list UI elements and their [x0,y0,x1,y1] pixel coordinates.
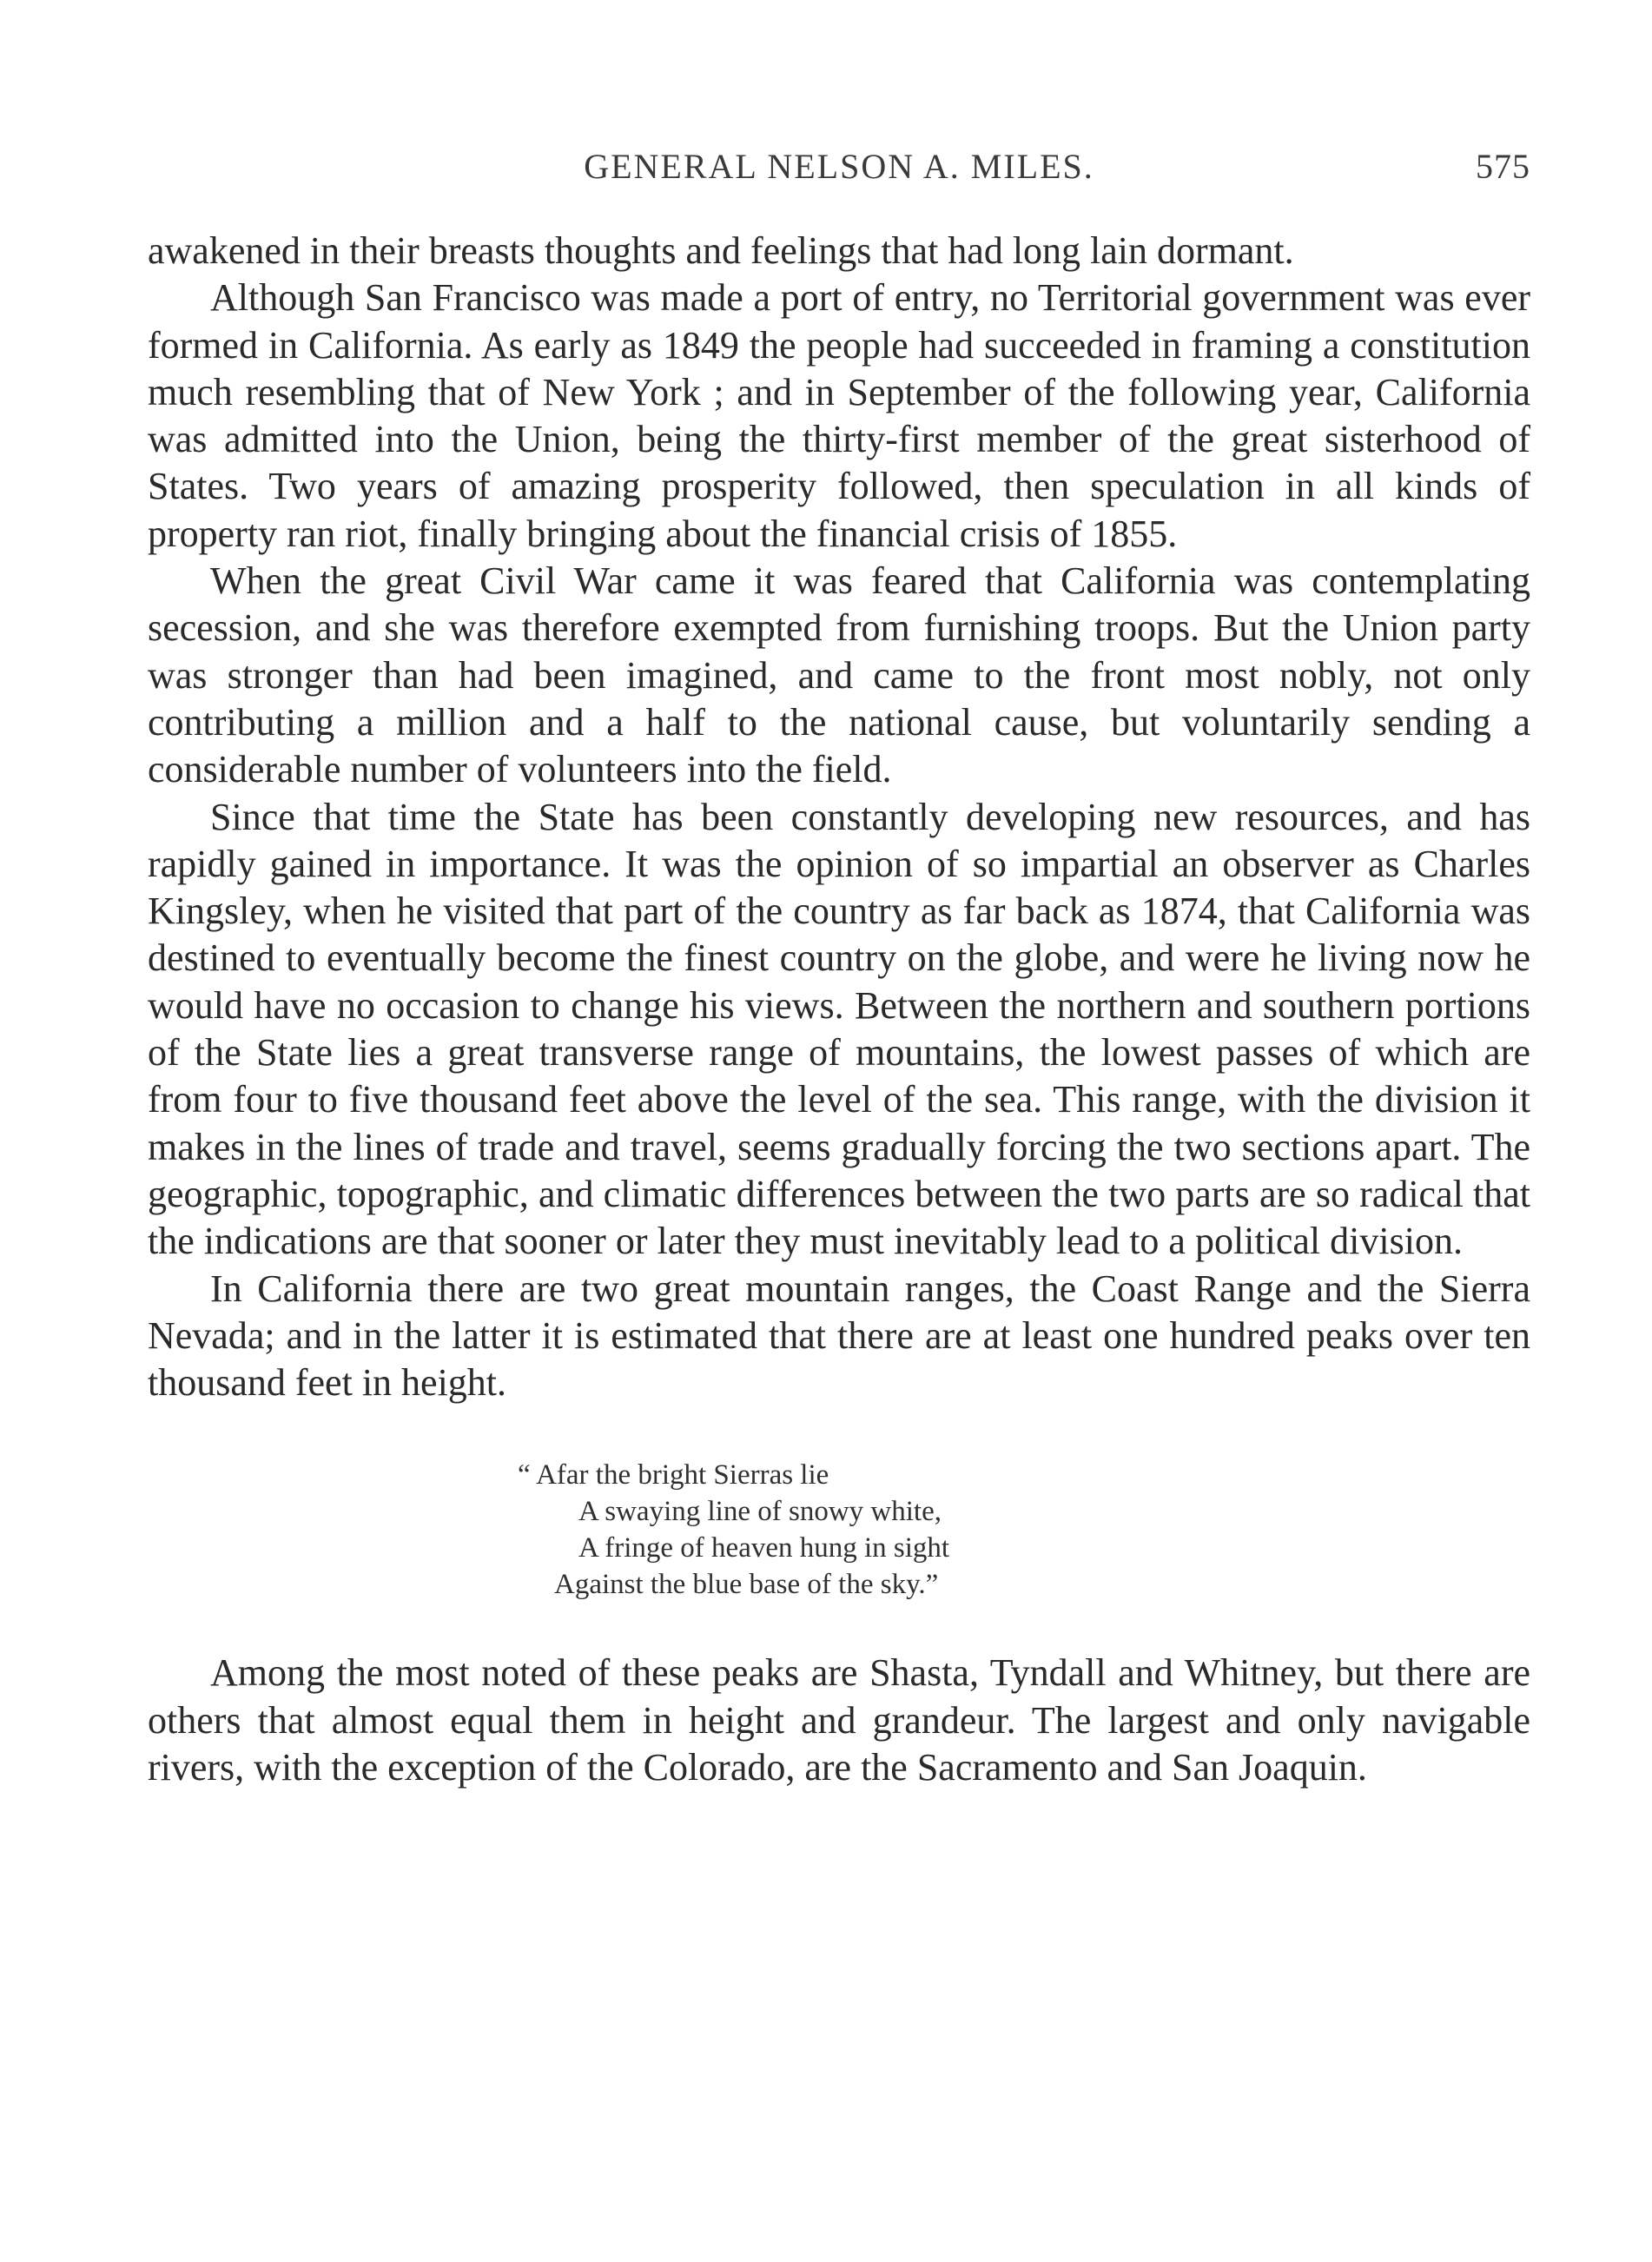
poem-line: “ Afar the bright Sierras lie [518,1459,829,1491]
body-text [148,228,1530,1791]
poem-quotation [148,1457,1530,1603]
running-title: GENERAL NELSON A. MILES. [584,147,1094,186]
poem-line: Against the blue base of the sky.” [554,1569,939,1601]
paragraph-continued: awakened in their breasts thoughts and feelings that had long lain dormant. [148,229,1294,272]
poem-line: A fringe of heaven hung in sight [578,1532,950,1564]
paragraph-mountain-ranges: In California there are two great mountain ranges, the Coast Range and the Sierra Nevada; and in the latter it is estimated that there are at least one hundred peaks over ten thousand feet in height. [148,1267,1530,1405]
page-number: 575 [1476,147,1530,186]
paragraph-development: Since that time the State has been constantly developing new resources, and has rapidly gained in importance. It was the opinion of so impartial an observer as Charles Kingsley, when he visited that part of the country as far back as 1874, that California was destined to eventually become the finest country on the globe, and were he living now he would have no occasion to change his views. Between the northern and southern portions of the State lies a great transverse range of mountains, the lowest passes of which are from four to five thousand feet above the level of the sea. This range, with the division it makes in the lines of trade and travel, seems gradually forcing the two sections apart. The geographic, topographic, and climatic differences between the two parts are so radical that the indications are that sooner or later they must inevitably lead to a political division. [148,795,1530,1263]
paragraph-statehood: Although San Francisco was made a port of entry, no Territorial government was ever formed in California. As early as 1849 the people had succeeded in framing a constitution much resembling that of New York ; and in September of the following year, California was admitted into the Union, being the thirty-first member of the great sisterhood of States. Two years of amazing prosperity followed, then speculation in all kinds of property ran riot, finally bringing about the financial crisis of 1855. [148,276,1530,555]
running-head [148,146,1530,195]
paragraph-civil-war: When the great Civil War came it was feared that California was contemplating secession, and she was therefore exempted from furnishing troops. But the Union party was stronger than had been imagined, and came to the front most nobly, not only contributing a million and a half to the national cause, but voluntarily sending a considerable number of volunteers into the field. [148,559,1530,791]
poem-line: A swaying line of snowy white, [578,1496,942,1528]
paragraph-peaks-rivers: Among the most noted of these peaks are Shasta, Tyndall and Whitney, but there are others that almost equal them in height and grandeur. The largest and only navigable rivers, with the exception of the Colorado, are the Sacramento and San Joaquin. [148,1651,1530,1789]
